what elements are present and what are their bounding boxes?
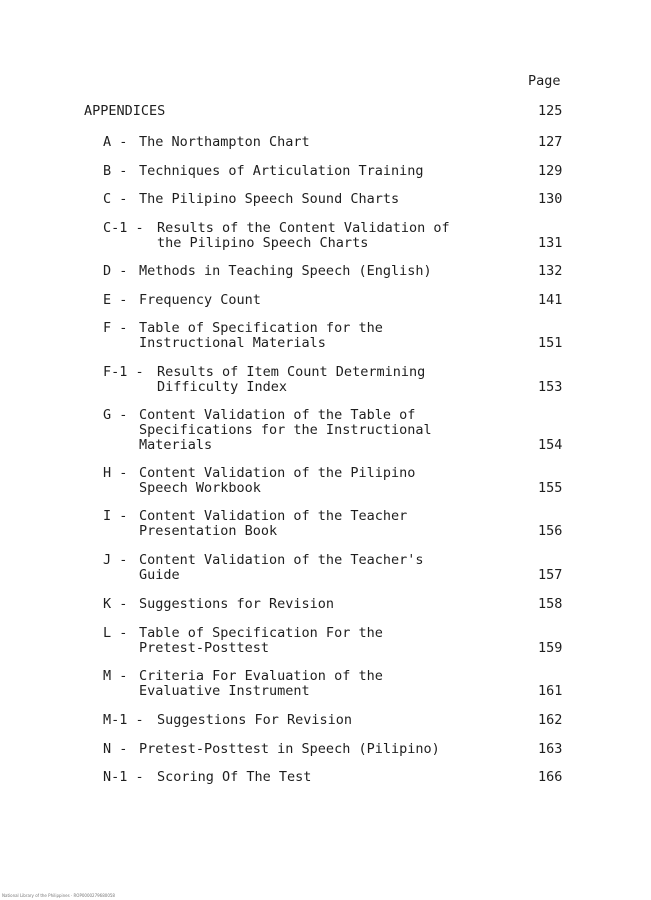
entry-letter: E - (103, 292, 128, 308)
entry-letter: N - (103, 741, 128, 757)
entry-letter: F-1 - (103, 364, 144, 380)
entry-title-line: Pretest-Posttest in Speech (Pilipino) (139, 741, 440, 757)
entry-title (157, 365, 425, 395)
entry-title-line: Methods in Teaching Speech (English) (139, 263, 432, 279)
entry-title-line: Results of Item Count Determining (157, 364, 426, 380)
entry-letter: H - (103, 465, 128, 481)
entry-title-line: Frequency Count (139, 292, 261, 308)
entry-page-number: 141 (538, 292, 563, 308)
entry-title-line: Suggestions For Revision (157, 712, 353, 728)
entry-title (139, 466, 415, 496)
entry-page-number: 131 (538, 235, 563, 251)
entry-page-number: 155 (538, 480, 563, 496)
entry-page-number: 151 (538, 335, 563, 351)
entry-title-line: Content Validation of the Teacher (139, 508, 408, 524)
entry-letter: J - (103, 552, 128, 568)
entry-title-line: Specifications for the Instructional (139, 422, 432, 438)
entry-title (139, 509, 407, 539)
entry-letter: L - (103, 625, 128, 641)
entry-title (139, 321, 383, 351)
entry-title-line: The Pilipino Speech Sound Charts (139, 191, 400, 207)
entry-letter: M-1 - (103, 712, 144, 728)
entry-page-number: 132 (538, 263, 563, 279)
entry-title-line: Presentation Book (139, 523, 278, 539)
entry-title-line: Instructional Materials (139, 335, 326, 351)
entry-page-number: 161 (538, 683, 563, 699)
entry-title (139, 293, 261, 308)
entry-title-line: Content Validation of the Teacher's (139, 552, 424, 568)
entry-letter: D - (103, 263, 128, 279)
entry-page-number: 153 (538, 379, 563, 395)
entry-letter: A - (103, 134, 128, 150)
entry-title-line: Difficulty Index (157, 379, 288, 395)
entry-title-line: Speech Workbook (139, 480, 261, 496)
entry-page-number: 127 (538, 134, 563, 150)
entry-letter: F - (103, 320, 128, 336)
entry-letter: C - (103, 191, 128, 207)
entry-title-line: Content Validation of the Table of (139, 407, 416, 423)
entry-title-line: Materials (139, 437, 213, 453)
entry-letter: B - (103, 163, 128, 179)
entry-title (139, 669, 383, 699)
entry-title-line: Suggestions for Revision (139, 596, 335, 612)
entry-title-line: Table of Specification For the (139, 625, 383, 641)
entry-page-number: 154 (538, 437, 563, 453)
entry-letter: K - (103, 596, 128, 612)
entry-page-number: 157 (538, 567, 563, 583)
entry-page-number: 159 (538, 640, 563, 656)
entry-title (139, 164, 423, 179)
section-page-number: 125 (538, 103, 563, 119)
entry-page-number: 156 (538, 523, 563, 539)
entry-page-number: 129 (538, 163, 563, 179)
entry-title (139, 597, 334, 612)
entry-title-line: Table of Specification for the (139, 320, 383, 336)
entry-title-line: Results of the Content Validation of (157, 220, 450, 236)
entry-title-line: the Pilipino Speech Charts (157, 235, 369, 251)
entry-title (139, 553, 423, 583)
entry-letter: M - (103, 668, 128, 684)
entry-title-line: Guide (139, 567, 180, 583)
entry-title-line: Criteria For Evaluation of the (139, 668, 383, 684)
entry-title-line: The Northampton Chart (139, 134, 310, 150)
entry-letter: G - (103, 407, 128, 423)
entry-title-line: Scoring Of The Test (157, 769, 312, 785)
entry-title (139, 135, 310, 150)
entry-title (139, 264, 432, 279)
entry-title-line: Techniques of Articulation Training (139, 163, 424, 179)
page-column-header: Page (528, 73, 561, 89)
section-title: APPENDICES (84, 103, 166, 119)
entry-page-number: 130 (538, 191, 563, 207)
entry-page-number: 163 (538, 741, 563, 757)
entry-page-number: 162 (538, 712, 563, 728)
entry-title (157, 770, 311, 785)
entry-letter: I - (103, 508, 128, 524)
entry-letter: N-1 - (103, 769, 144, 785)
entry-page-number: 158 (538, 596, 563, 612)
entry-title (157, 221, 450, 251)
entry-title (157, 713, 352, 728)
entry-title (139, 626, 383, 656)
entry-title-line: Pretest-Posttest (139, 640, 270, 656)
entry-title (139, 742, 440, 757)
scan-footer-note: National Library of the Philippines · ROP0000279680058 (2, 893, 115, 898)
entry-title-line: Evaluative Instrument (139, 683, 310, 699)
entry-title (139, 192, 399, 207)
entry-title-line: Content Validation of the Pilipino (139, 465, 416, 481)
entry-letter: C-1 - (103, 220, 144, 236)
entry-page-number: 166 (538, 769, 563, 785)
entry-title (139, 408, 432, 453)
